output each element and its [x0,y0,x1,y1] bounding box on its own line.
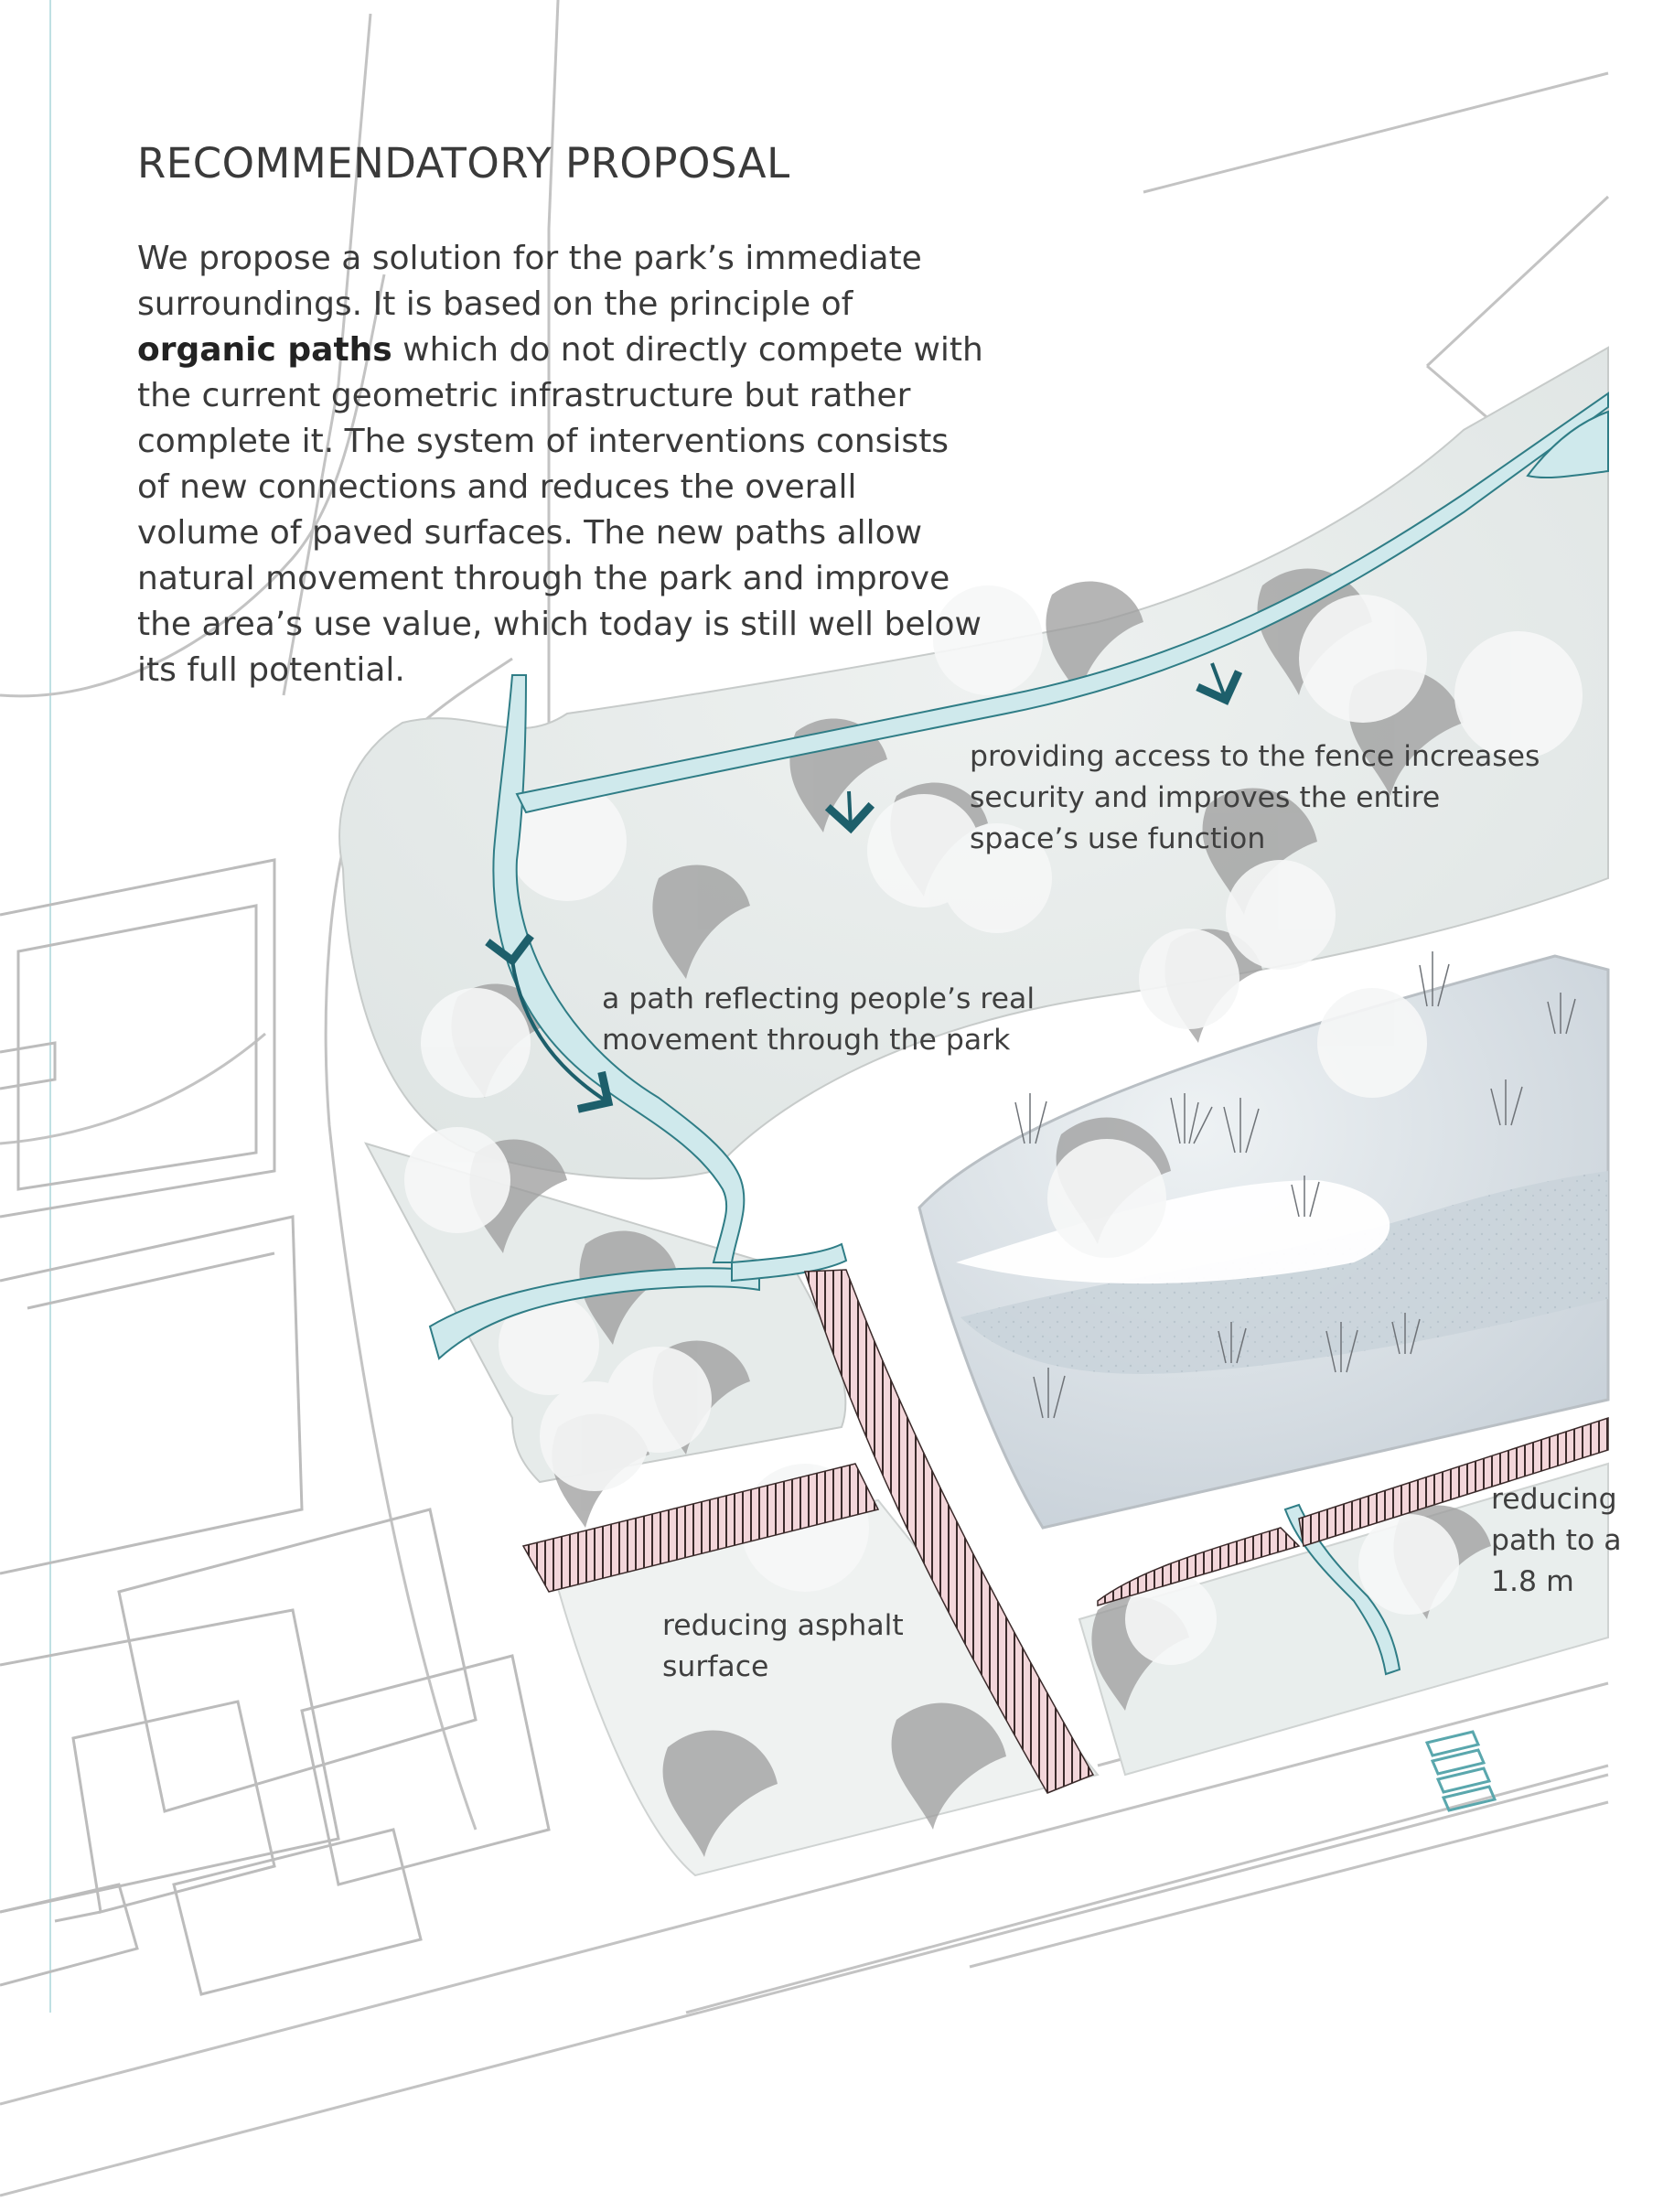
annotation-path-movement: a path reflecting people’s real movement through the park [602,983,1036,1057]
intro-text-part2: which do not directly compete with the current geometric infrastructure but rather complete it. The system of interventions consists of new connections and reduces the overall volume of paved surfaces. The new paths allow natural movement through the park and improve the area’s use value, which today is still well below its full potential. [137,331,983,689]
intro-text-part1: We propose a solution for the park’s immediate surroundings. It is based on the principle of [137,240,922,323]
annotation-reducing-asphalt: reducing asphalt surface [662,1609,904,1683]
annotation-reducing-path: reducing path to a 1.8 m [1491,1483,1622,1598]
annotation-fence-access: providing access to the fence increases security and improves the entire space’s use function [970,740,1540,855]
intro-text-bold: organic paths [137,331,392,369]
page-title: RECOMMENDATORY PROPOSAL [137,139,790,188]
intro-paragraph [137,236,988,693]
down-arrow-icon [849,791,851,828]
